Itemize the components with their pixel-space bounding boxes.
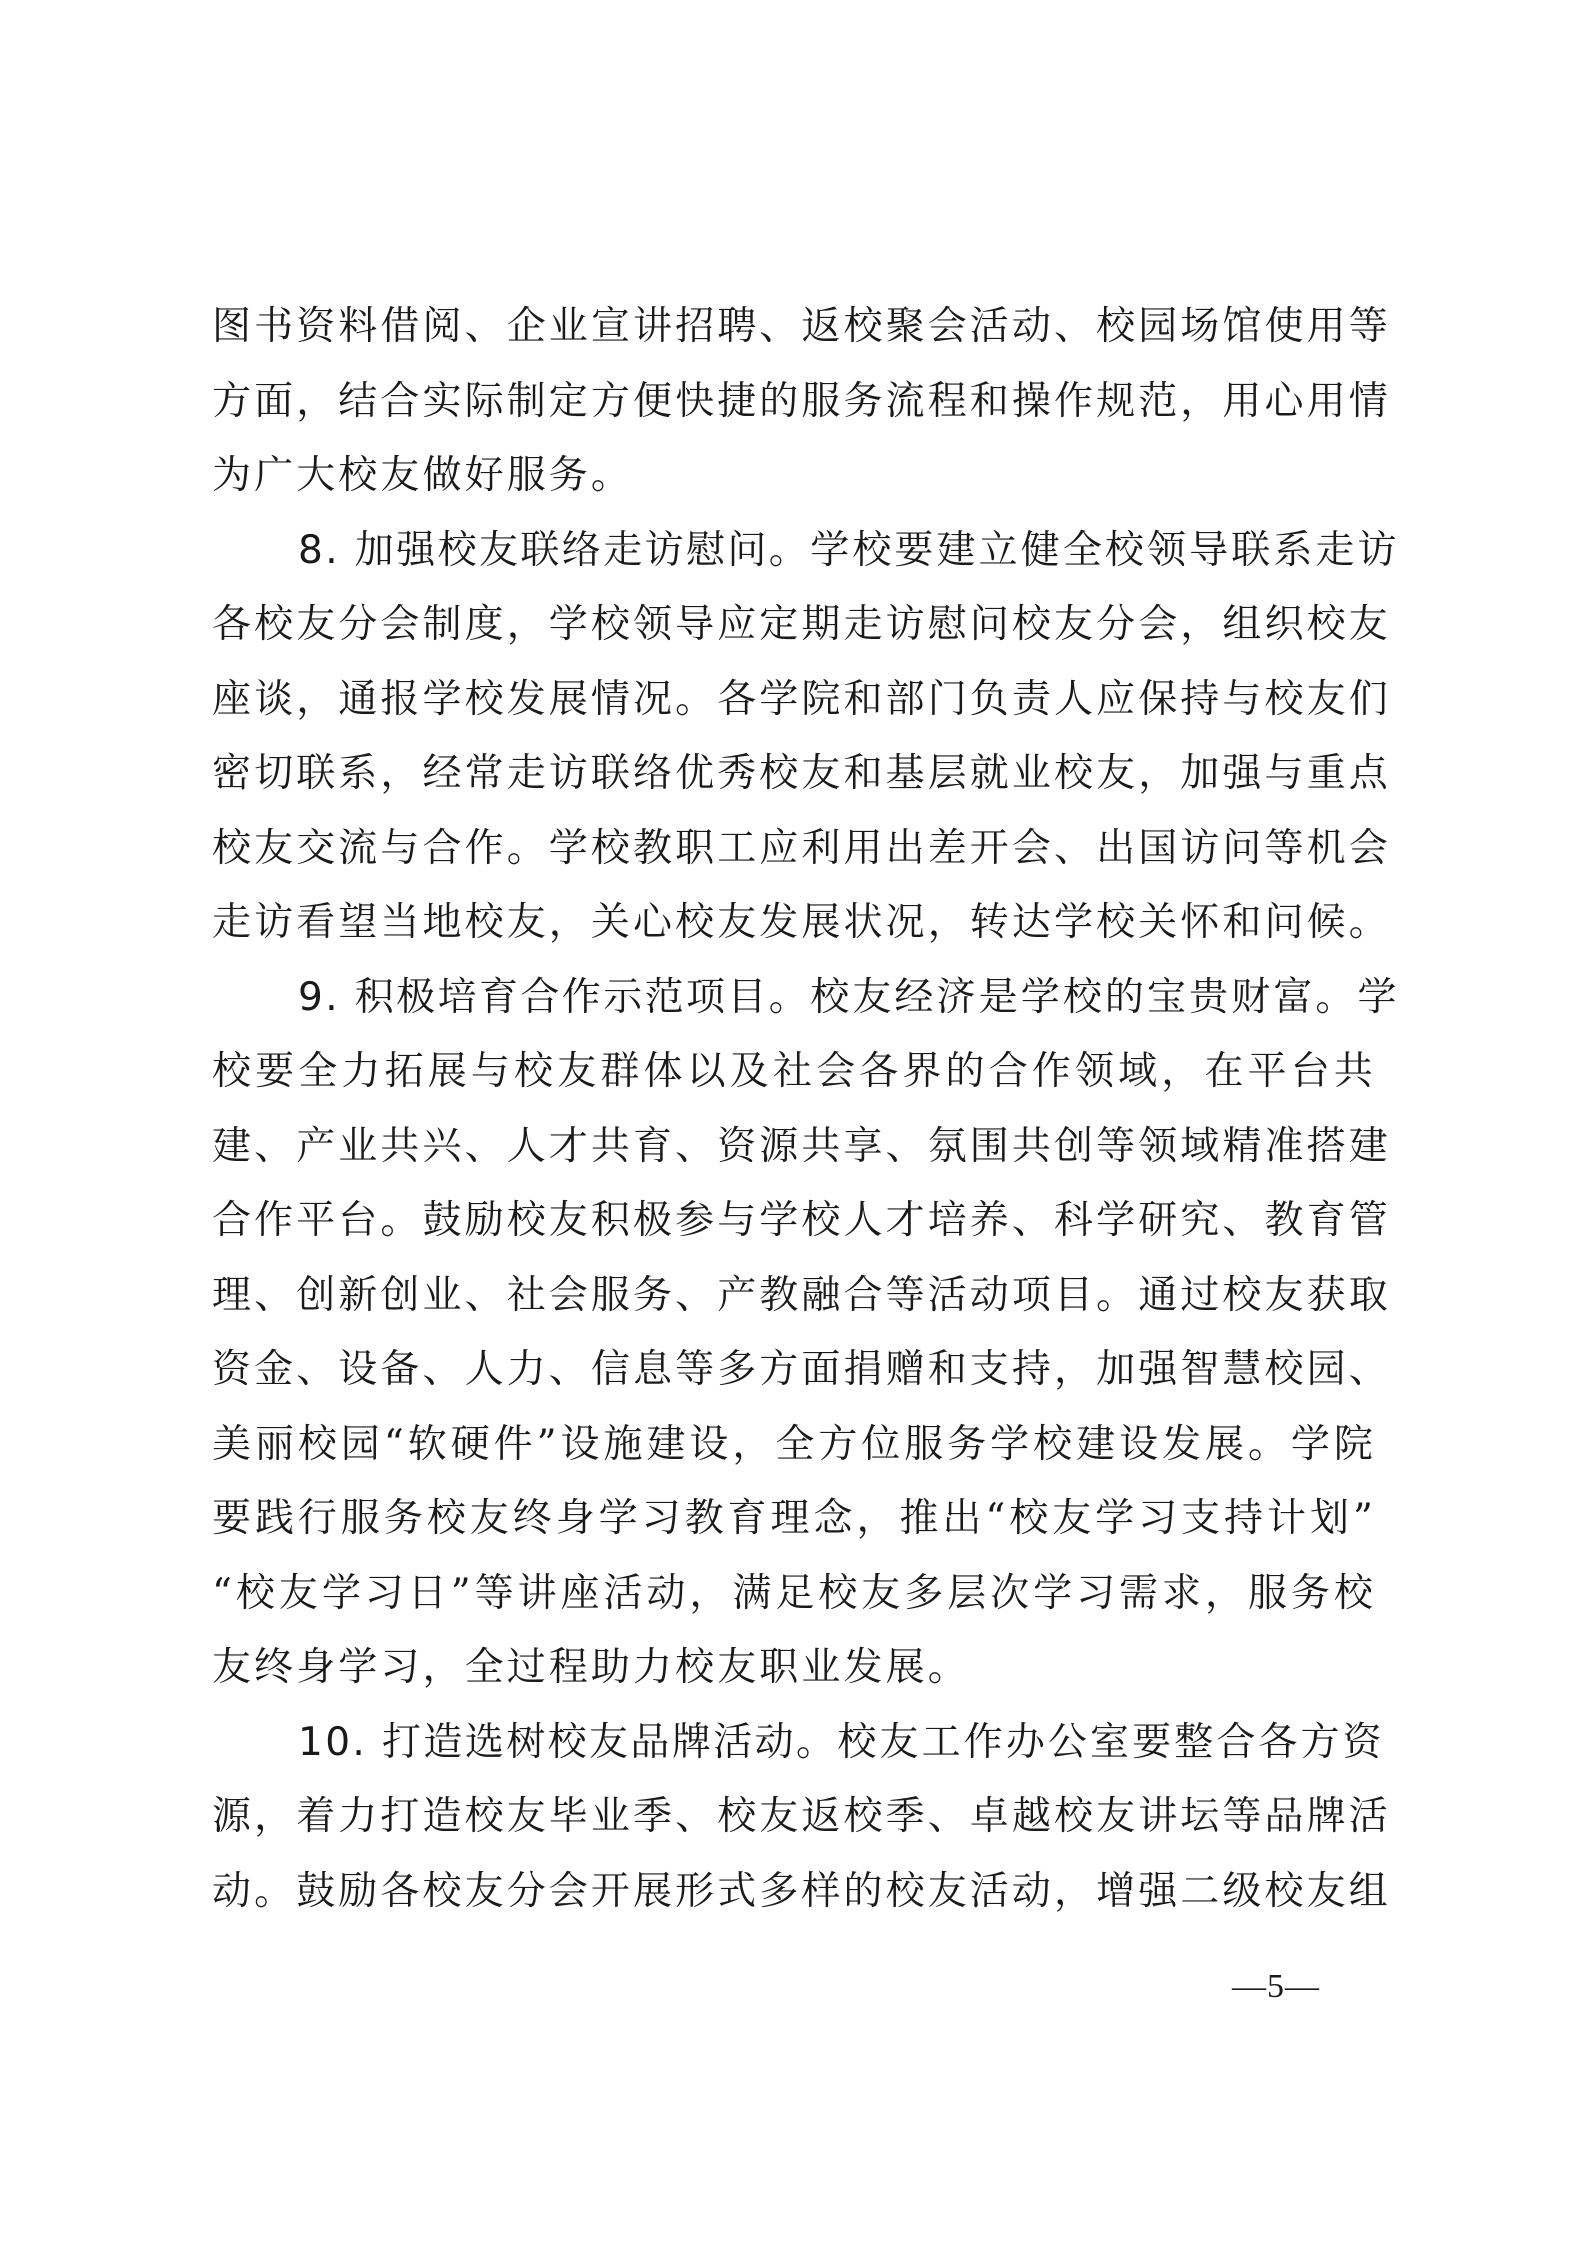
page-number: —5—: [1232, 1968, 1320, 2005]
text-line: [212, 514, 1400, 589]
paragraph-text: 学校要建立健全校领导联系走访: [810, 527, 1400, 573]
paragraph-10: [212, 1706, 1391, 1930]
paragraph-8: [212, 514, 1400, 961]
text-line: 美丽校园“软硬件”设施建设，全方位服务学校建设发展。学院: [212, 1421, 1376, 1467]
text-line: 走访看望当地校友，关心校友发展状况，转达学校关怀和问候。: [212, 900, 1391, 945]
text-line: 建、产业共兴、人才共育、资源共享、氛围共创等领域精准搭建: [212, 1123, 1391, 1169]
paragraph-text: 校友工作办公室要整合各方资: [837, 1719, 1385, 1765]
text-line: 图书资料借阅、企业宣讲招聘、返校聚会活动、校园场馆使用等: [212, 304, 1391, 349]
text-line: 源，着力打造校友毕业季、校友返校季、卓越校友讲坛等品牌活: [212, 1794, 1391, 1839]
document-body: [212, 290, 1400, 1929]
text-line: 要践行服务校友终身学习教育理念，推出“校友学习支持计划”: [212, 1496, 1376, 1541]
text-line: 资金、设备、人力、信息等多方面捐赠和支持，加强智慧校园、: [212, 1347, 1391, 1392]
paragraph-heading: 10. 打造选树校友品牌活动。: [298, 1719, 838, 1765]
paragraph-continued: [212, 290, 1391, 514]
text-line: 动。鼓励各校友分会开展形式多样的校友活动，增强二级校友组: [212, 1868, 1391, 1914]
text-line: 校要全力拓展与校友群体以及社会各界的合作领域，在平台共: [212, 1049, 1376, 1094]
text-line: “校友学习日”等讲座活动，满足校友多层次学习需求，服务校: [212, 1570, 1376, 1616]
paragraph-9: [212, 961, 1400, 1706]
paragraph-heading: 8. 加强校友联络走访慰问。: [298, 527, 811, 573]
text-line: 密切联系，经常走访联络优秀校友和基层就业校友，加强与重点: [212, 751, 1391, 796]
text-line: [212, 1706, 1385, 1781]
text-line: 座谈，通报学校发展情况。各学院和部门负责人应保持与校友们: [212, 676, 1391, 722]
text-line: 方面，结合实际制定方便快捷的服务流程和操作规范，用心用情: [212, 378, 1391, 424]
text-line: 合作平台。鼓励校友积极参与学校人才培养、科学研究、教育管: [212, 1198, 1391, 1243]
paragraph-text: 校友经济是学校的宝贵财富。学: [810, 974, 1400, 1020]
text-line: 校友交流与合作。学校教职工应利用出差开会、出国访问等机会: [212, 825, 1391, 871]
text-line: [212, 961, 1400, 1036]
text-line: 理、创新创业、社会服务、产教融合等活动项目。通过校友获取: [212, 1272, 1391, 1318]
text-line: 各校友分会制度，学校领导应定期走访慰问校友分会，组织校友: [212, 602, 1391, 647]
paragraph-heading: 9. 积极培育合作示范项目。: [298, 974, 811, 1020]
text-line: 为广大校友做好服务。: [212, 453, 634, 498]
text-line: 友终身学习，全过程助力校友职业发展。: [212, 1645, 970, 1690]
